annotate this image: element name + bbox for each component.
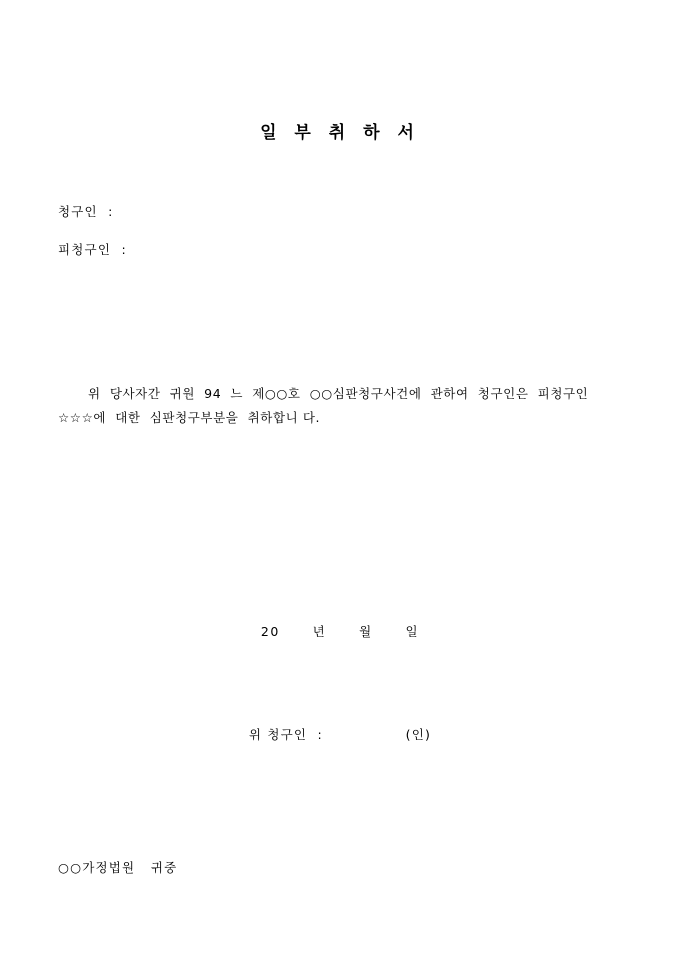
body-line-1: 위 당사자간 귀원 94 느 제○○호 ○○심판청구사건에 관하여 청구인은 피청구인 bbox=[88, 386, 589, 401]
court-line: ○○가정법원 귀중 bbox=[58, 860, 178, 875]
party-block bbox=[58, 202, 618, 278]
body-paragraph bbox=[58, 382, 624, 430]
page-title: 일 부 취 하 서 bbox=[260, 123, 420, 143]
body-line-2: ☆☆☆에 대한 심판청구부분을 취하합니 다. bbox=[58, 410, 321, 425]
claimant-line: 청구인 : bbox=[58, 204, 114, 219]
respondent-line: 피청구인 : bbox=[58, 242, 127, 257]
signature-line: 위 청구인 : (인) bbox=[248, 727, 432, 742]
date-line: 20 년 월 일 bbox=[260, 624, 420, 639]
